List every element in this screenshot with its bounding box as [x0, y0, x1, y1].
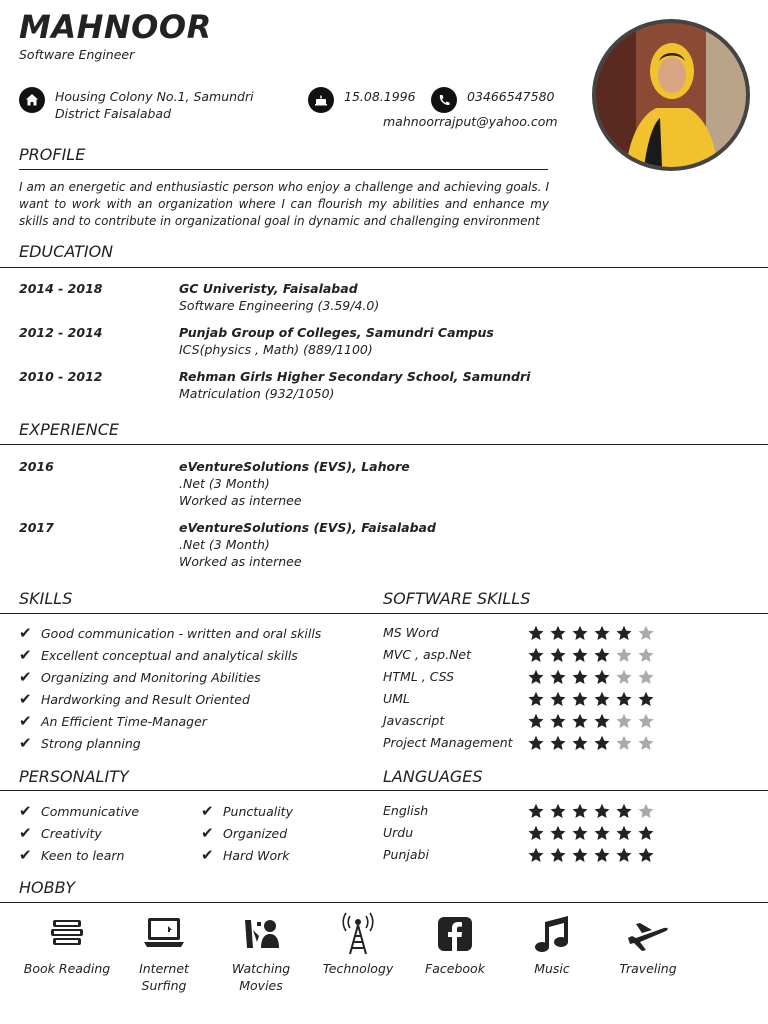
star-filled-icon — [571, 825, 589, 841]
check-icon: ✔ — [19, 734, 32, 752]
hobby-label: Music — [534, 961, 570, 976]
experience-company: eVentureSolutions (EVS), Lahore — [179, 459, 410, 474]
star-filled-icon — [615, 691, 633, 707]
education-years: 2010 - 2012 — [19, 369, 103, 384]
skill-item — [19, 622, 321, 645]
software-skill-row — [383, 644, 663, 666]
profile-summary: I am an energetic and enthusiastic person who enjoy a challenge and achieving goals. I want to work with an organization where I can flourish my abilities and enhance my skills and to contribute in organizational goal in dynamic and challenging environment — [19, 180, 549, 228]
star-empty-icon — [637, 625, 655, 641]
personality-label: Creativity — [41, 826, 102, 841]
experience-tech: .Net (3 Month) — [179, 537, 270, 552]
star-rating — [527, 669, 655, 685]
skill-label: Excellent conceptual and analytical skills — [41, 648, 298, 663]
star-filled-icon — [527, 735, 545, 751]
star-filled-icon — [527, 625, 545, 641]
candidate-name: MAHNOOR — [19, 8, 212, 46]
star-rating — [527, 825, 655, 841]
star-empty-icon — [615, 713, 633, 729]
star-filled-icon — [549, 625, 567, 641]
software-skills-section-title: SOFTWARE SKILLS — [383, 589, 531, 608]
experience-year: 2016 — [19, 459, 54, 474]
star-filled-icon — [527, 825, 545, 841]
skill-label: Organizing and Monitoring Abilities — [41, 670, 261, 685]
star-filled-icon — [549, 803, 567, 819]
skill-item — [19, 732, 141, 755]
facebook-icon — [433, 912, 477, 956]
laptop-icon — [142, 912, 186, 956]
personality-item — [201, 822, 287, 845]
hobby-label: Internet Surfing — [139, 961, 189, 993]
personality-label: Hard Work — [223, 848, 290, 863]
skill-item — [19, 666, 261, 689]
hobby-divider — [0, 902, 768, 903]
star-filled-icon — [615, 625, 633, 641]
hobby-item — [116, 912, 212, 994]
star-empty-icon — [637, 735, 655, 751]
star-filled-icon — [549, 713, 567, 729]
antenna-tower-icon — [336, 912, 380, 956]
personality-divider — [0, 790, 768, 791]
check-icon: ✔ — [19, 646, 32, 664]
star-filled-icon — [549, 847, 567, 863]
star-rating — [527, 847, 655, 863]
star-empty-icon — [637, 647, 655, 663]
software-skill-row — [383, 666, 663, 688]
skill-label: Strong planning — [41, 736, 141, 751]
star-filled-icon — [571, 647, 589, 663]
profile-photo — [592, 19, 750, 171]
star-empty-icon — [615, 735, 633, 751]
education-years: 2012 - 2014 — [19, 325, 103, 340]
hobby-label: Book Reading — [23, 961, 111, 976]
personality-item — [19, 822, 102, 845]
check-icon: ✔ — [19, 846, 32, 864]
skill-label: Hardworking and Result Oriented — [41, 692, 250, 707]
star-filled-icon — [527, 669, 545, 685]
star-filled-icon — [571, 669, 589, 685]
star-filled-icon — [593, 691, 611, 707]
birthday-cake-icon — [308, 87, 334, 113]
star-filled-icon — [593, 625, 611, 641]
star-filled-icon — [593, 735, 611, 751]
software-skill-name: MVC , asp.Net — [383, 647, 472, 662]
star-rating — [527, 803, 655, 819]
star-rating — [527, 735, 655, 751]
star-filled-icon — [549, 691, 567, 707]
software-skill-name: Project Management — [383, 735, 513, 750]
date-of-birth: 15.08.1996 — [344, 89, 416, 104]
star-empty-icon — [615, 669, 633, 685]
star-empty-icon — [615, 647, 633, 663]
education-school: Rehman Girls Higher Secondary School, Samundri — [179, 369, 531, 384]
movie-watching-icon — [239, 912, 283, 956]
star-filled-icon — [571, 803, 589, 819]
star-filled-icon — [593, 847, 611, 863]
personality-label: Punctuality — [223, 804, 293, 819]
education-detail: Software Engineering (3.59/4.0) — [179, 298, 380, 313]
personality-item — [201, 844, 290, 867]
star-filled-icon — [593, 669, 611, 685]
star-filled-icon — [593, 713, 611, 729]
star-filled-icon — [571, 713, 589, 729]
experience-divider — [0, 444, 768, 445]
star-filled-icon — [549, 825, 567, 841]
star-empty-icon — [637, 713, 655, 729]
software-skill-row — [383, 622, 663, 644]
hobby-section-title: HOBBY — [19, 878, 76, 897]
hobby-item — [310, 912, 406, 977]
hobby-item — [407, 912, 503, 977]
star-filled-icon — [527, 803, 545, 819]
experience-company: eVentureSolutions (EVS), Faisalabad — [179, 520, 436, 535]
profile-section-title: PROFILE — [19, 145, 86, 164]
software-skill-name: HTML , CSS — [383, 669, 455, 684]
experience-role: Worked as internee — [179, 493, 302, 508]
experience-tech: .Net (3 Month) — [179, 476, 270, 491]
star-rating — [527, 713, 655, 729]
star-rating — [527, 691, 655, 707]
star-filled-icon — [527, 847, 545, 863]
hobby-item — [600, 912, 696, 977]
address-line-2: District Faisalabad — [55, 106, 172, 121]
languages-section-title: LANGUAGES — [383, 767, 483, 786]
books-icon — [47, 912, 87, 956]
star-filled-icon — [637, 825, 655, 841]
star-filled-icon — [615, 847, 633, 863]
star-filled-icon — [549, 735, 567, 751]
hobby-label: Watching Movies — [231, 961, 291, 993]
star-filled-icon — [593, 803, 611, 819]
software-skill-name: UML — [383, 691, 410, 706]
personality-label: Communicative — [41, 804, 140, 819]
star-filled-icon — [637, 847, 655, 863]
star-filled-icon — [637, 691, 655, 707]
hobby-item — [213, 912, 309, 994]
check-icon: ✔ — [19, 668, 32, 686]
star-empty-icon — [637, 669, 655, 685]
skill-item — [19, 710, 207, 733]
check-icon: ✔ — [201, 824, 214, 842]
home-icon — [19, 87, 45, 113]
education-years: 2014 - 2018 — [19, 281, 103, 296]
email-address[interactable]: mahnoorrajput@yahoo.com — [383, 114, 558, 129]
hobby-item — [504, 912, 600, 977]
star-rating — [527, 647, 655, 663]
education-school: GC Univeristy, Faisalabad — [179, 281, 358, 296]
star-filled-icon — [549, 647, 567, 663]
personality-label: Keen to learn — [41, 848, 125, 863]
skill-label: Good communication - written and oral skills — [41, 626, 322, 641]
education-school: Punjab Group of Colleges, Samundri Campus — [179, 325, 494, 340]
skill-item — [19, 688, 250, 711]
language-name: Urdu — [383, 825, 414, 840]
star-filled-icon — [571, 691, 589, 707]
experience-section-title: EXPERIENCE — [19, 420, 120, 439]
star-empty-icon — [637, 803, 655, 819]
software-skill-name: Javascript — [383, 713, 445, 728]
phone-number: 03466547580 — [467, 89, 555, 104]
personality-item — [19, 844, 124, 867]
education-detail: ICS(physics , Math) (889/1100) — [179, 342, 373, 357]
star-filled-icon — [593, 647, 611, 663]
experience-role: Worked as internee — [179, 554, 302, 569]
check-icon: ✔ — [19, 802, 32, 820]
language-row — [383, 800, 663, 822]
check-icon: ✔ — [19, 624, 32, 642]
hobby-item — [19, 912, 115, 977]
personality-item — [201, 800, 293, 823]
hobby-label: Technology — [322, 961, 394, 976]
phone-icon — [431, 87, 457, 113]
star-filled-icon — [593, 825, 611, 841]
education-divider — [0, 267, 768, 268]
personality-section-title: PERSONALITY — [19, 767, 129, 786]
address — [55, 88, 254, 122]
star-filled-icon — [615, 825, 633, 841]
check-icon: ✔ — [201, 802, 214, 820]
software-skill-row — [383, 688, 663, 710]
candidate-role: Software Engineer — [19, 47, 135, 62]
skills-divider — [0, 613, 768, 614]
language-name: English — [383, 803, 429, 818]
software-skill-row — [383, 710, 663, 732]
personality-item — [19, 800, 139, 823]
star-filled-icon — [571, 735, 589, 751]
check-icon: ✔ — [19, 690, 32, 708]
star-filled-icon — [571, 847, 589, 863]
star-filled-icon — [615, 803, 633, 819]
star-filled-icon — [527, 647, 545, 663]
check-icon: ✔ — [201, 846, 214, 864]
check-icon: ✔ — [19, 712, 32, 730]
skill-item — [19, 644, 298, 667]
star-filled-icon — [527, 713, 545, 729]
experience-year: 2017 — [19, 520, 54, 535]
skills-section-title: SKILLS — [19, 589, 73, 608]
education-section-title: EDUCATION — [19, 242, 114, 261]
education-detail: Matriculation (932/1050) — [179, 386, 335, 401]
language-name: Punjabi — [383, 847, 429, 862]
skill-label: An Efficient Time-Manager — [41, 714, 207, 729]
language-row — [383, 822, 663, 844]
check-icon: ✔ — [19, 824, 32, 842]
hobby-label: Traveling — [619, 961, 677, 976]
music-note-icon — [530, 912, 574, 956]
star-rating — [527, 625, 655, 641]
language-row — [383, 844, 663, 866]
hobby-label: Facebook — [425, 961, 485, 976]
star-filled-icon — [549, 669, 567, 685]
profile-divider — [19, 169, 548, 170]
airplane-icon — [624, 912, 672, 956]
star-filled-icon — [527, 691, 545, 707]
star-filled-icon — [571, 625, 589, 641]
software-skill-name: MS Word — [383, 625, 439, 640]
software-skill-row — [383, 732, 663, 754]
personality-label: Organized — [223, 826, 288, 841]
address-line-1: Housing Colony No.1, Samundri — [55, 89, 254, 104]
